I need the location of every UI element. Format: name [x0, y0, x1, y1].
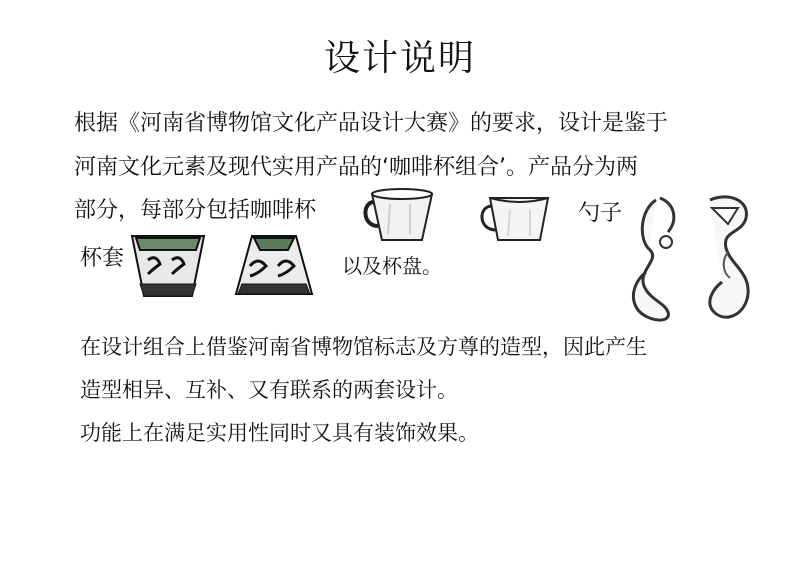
body-line-2: 造型相异、互补、又有联系的两套设计。 — [80, 378, 458, 402]
label-sleeve: 杯套 — [80, 246, 125, 271]
cup-sleeve-sketch — [232, 230, 316, 300]
coffee-cup-sketch — [360, 184, 440, 246]
spoon-sketch — [620, 190, 690, 325]
page-title: 设计说明 — [323, 38, 476, 79]
intro-line-3: 部分，每部分包括咖啡杯 — [74, 198, 317, 223]
label-saucer: 以及杯盘。 — [342, 254, 442, 278]
body-line-1: 在设计组合上借鉴河南省博物馆标志及方尊的造型，因此产生 — [80, 335, 647, 359]
cup-sleeve-sketch — [126, 226, 210, 302]
intro-line-2: 河南文化元素及现代实用产品的‘咖啡杯组合’。产品分为两 — [74, 155, 638, 180]
coffee-cup-sketch — [474, 190, 554, 246]
intro-line-1: 根据《河南省博物馆文化产品设计大赛》的要求，设计是鉴于 — [74, 111, 669, 136]
label-spoon: 勺子 — [578, 201, 623, 226]
spoon-sketch — [692, 190, 762, 330]
body-line-3: 功能上在满足实用性同时又具有装饰效果。 — [80, 421, 479, 445]
